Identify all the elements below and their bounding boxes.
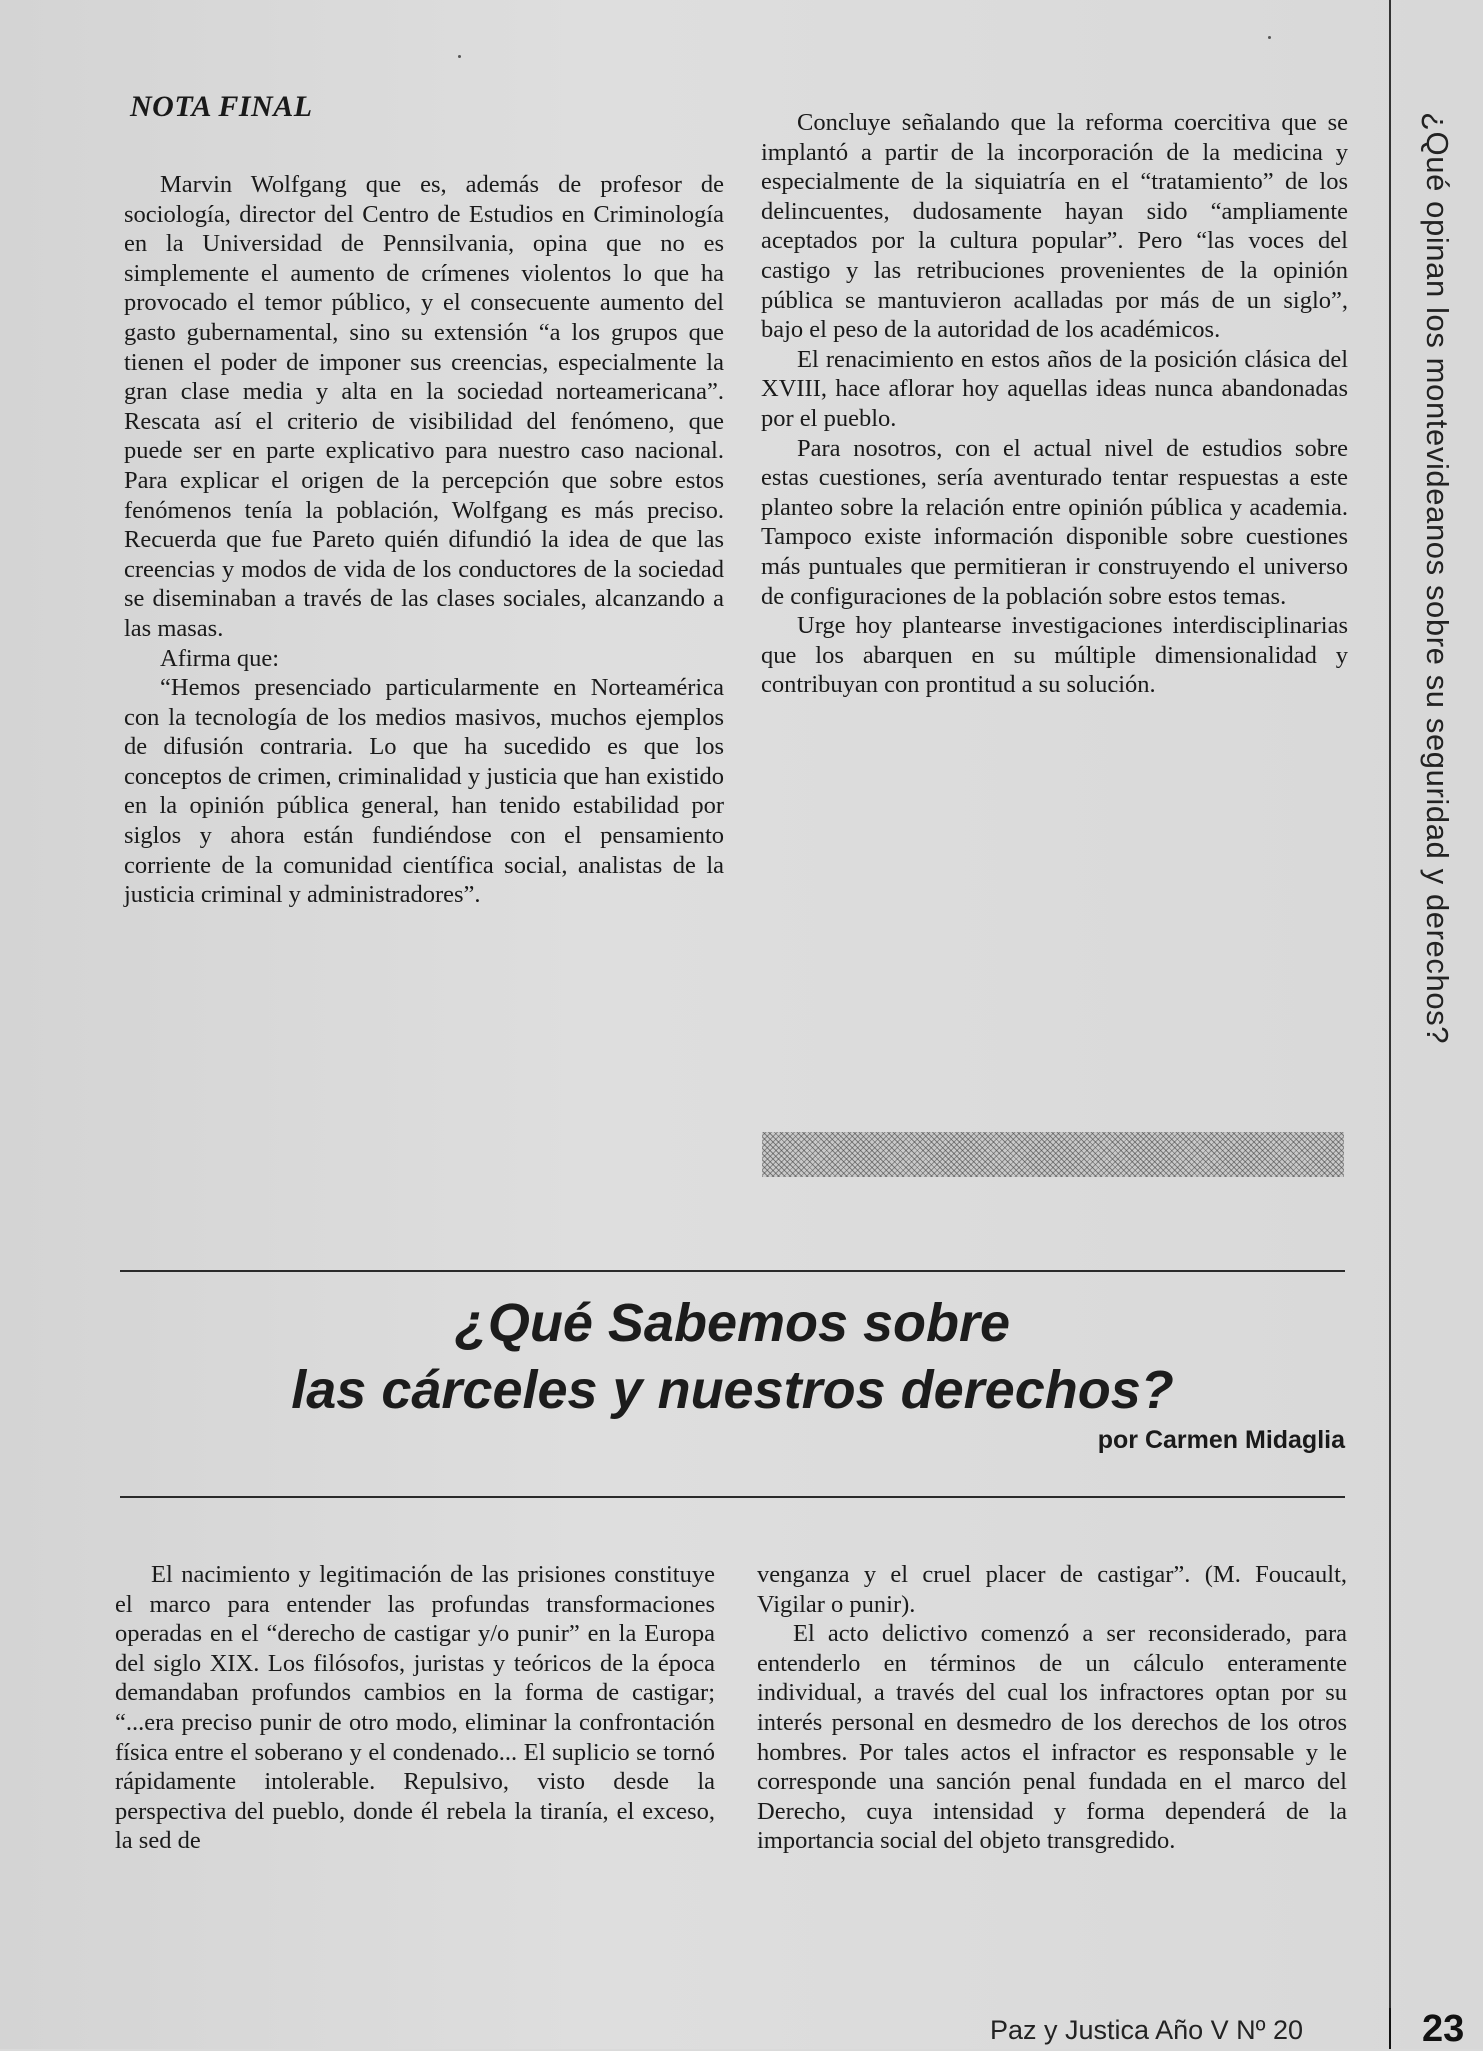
divider-rule [120,1270,1345,1272]
decorative-shaded-box [762,1132,1344,1177]
article-byline: por Carmen Midaglia [1097,1426,1345,1454]
sidebar-divider-accent [1389,2008,1391,2049]
paragraph: venganza y el cruel placer de castigar”. (M. Foucault, Vigilar o punir). [757,1561,1347,1618]
top-left-column [124,170,724,910]
print-speck [458,55,461,58]
divider-rule [120,1496,1345,1498]
vertical-running-title: ¿Qué opinan los montevideanos sobre su seguridad y derechos? [1420,112,1455,1045]
sidebar-divider [1389,0,1391,2049]
page-number: 23 [1422,2008,1465,2050]
article-title [120,1290,1345,1424]
article-title-line: ¿Qué Sabemos sobre [454,1293,1011,1353]
paragraph: Afirma que: [160,644,280,672]
paragraph: Urge hoy plantearse investigaciones interdisciplinarias que los abarquen en su múltiple dimensionalidad y contribuyan con prontitud a su solución. [761,612,1348,699]
paragraph: El renacimiento en estos años de la posición clásica del XVIII, hace aflorar hoy aquellas ideas nunca abandonadas por el pueblo. [761,345,1348,432]
top-right-column [761,108,1348,700]
paragraph: El acto delictivo comenzó a ser reconsiderado, para entenderlo en términos de un cálculo enteramente individual, a través del cual los infractores optan por su interés personal en desmedro de los derechos de los otros hombres. Por tales actos el infractor es responsable y le corresponde una sanción penal fundada en el marco del Derecho, cuya intensidad y forma dependerá de la importancia social del objeto transgredido. [757,1620,1347,1855]
section-title: NOTA FINAL [130,90,313,123]
print-speck [1268,36,1271,39]
publication-footer: Paz y Justica Año V Nº 20 [990,2015,1304,2045]
article-right-column [757,1560,1347,1856]
paragraph: Para nosotros, con el actual nivel de estudios sobre estas cuestiones, sería aventurado tentar respuestas a este planteo sobre la relación entre opinión pública y academia. Tampoco existe información disponible sobre cuestiones más puntuales que permitieran ir construyendo el universo de configuraciones de la población sobre estos temas. [761,434,1348,610]
article-title-line: las cárceles y nuestros derechos? [291,1360,1174,1420]
paragraph: Concluye señalando que la reforma coercitiva que se implantó a partir de la incorporación de la medicina y especialmente de la siquiatría en el “tratamiento” de los delincuentes, dudosamente hayan sido “ampliamente aceptados por la cultura popular”. Pero “las voces del castigo y las retribuciones provenientes de la opinión pública se mantuvieron acalladas por más de un siglo”, bajo el peso de la autoridad de los académicos. [761,109,1348,344]
paragraph: Marvin Wolfgang que es, además de profesor de sociología, director del Centro de Estudios en Criminología en la Universidad de Pennsilvania, opina que no es simplemente el aumento de crímenes violentos lo que ha provocado el temor público, y el consecuente aumento del gasto gubernamental, sino su extensión “a los grupos que tienen el poder de imponer sus creencias, especialmente la gran clase media y alta en la sociedad norteamericana”. Rescata así el criterio de visibilidad del fenómeno, que puede ser en parte explicativo para nuestro caso nacional. Para explicar el origen de la percepción que sobre estos fenómenos tenía la población, Wolfgang es más preciso. Recuerda que fue Pareto quién difundió la idea de que las creencias y modos de vida de los conductores de la sociedad se diseminaban a través de las clases sociales, alcanzando a las masas. [124,171,724,642]
article-left-column [115,1560,715,1856]
quote-paragraph: “Hemos presenciado particularmente en Norteamérica con la tecnología de los medios masivos, muchos ejemplos de difusión contraria. Lo que ha sucedido es que los conceptos de crimen, criminalidad y justicia que han existido en la opinión pública general, han tenido estabilidad por siglos y ahora están fundiéndose con el pensamiento corriente de la comunidad científica social, analistas de la justicia criminal y administradores”. [124,674,724,909]
paragraph: El nacimiento y legitimación de las prisiones constituye el marco para entender las profundas transformaciones operadas en el “derecho de castigar y/o punir” en la Europa del siglo XIX. Los filósofos, juristas y teóricos de la época demandaban profundos cambios en la forma de castigar; “...era preciso punir de otro modo, eliminar la confrontación física entre el soberano y el condenado... El suplicio se tornó rápidamente intolerable. Repulsivo, visto desde la perspectiva del pueblo, donde él rebela la tiranía, el exceso, la sed de [115,1561,715,1855]
